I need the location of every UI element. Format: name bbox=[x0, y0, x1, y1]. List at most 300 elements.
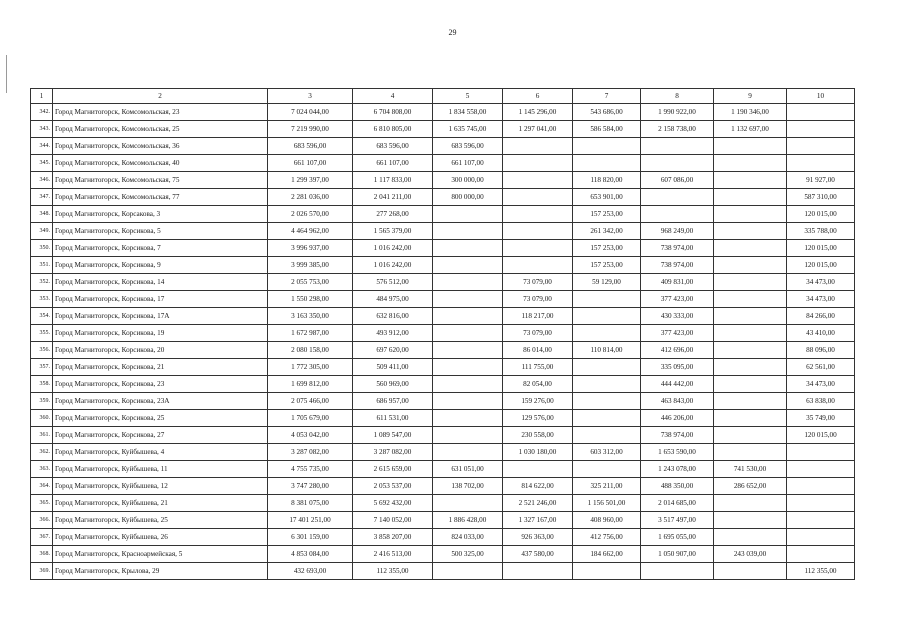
amount-cell bbox=[714, 393, 787, 410]
amount-cell: 2 053 537,00 bbox=[353, 478, 433, 495]
row-number-cell: 357. bbox=[31, 359, 53, 376]
row-number-cell: 350. bbox=[31, 240, 53, 257]
amount-cell bbox=[573, 427, 641, 444]
amount-cell bbox=[714, 376, 787, 393]
amount-cell bbox=[714, 308, 787, 325]
table-row bbox=[31, 104, 855, 121]
amount-cell: 335 788,00 bbox=[787, 223, 855, 240]
row-number-cell: 364. bbox=[31, 478, 53, 495]
amount-cell: 661 107,00 bbox=[353, 155, 433, 172]
amount-cell: 463 843,00 bbox=[641, 393, 714, 410]
amount-cell: 112 355,00 bbox=[787, 563, 855, 580]
table-row bbox=[31, 478, 855, 495]
row-number-cell: 369. bbox=[31, 563, 53, 580]
table-row bbox=[31, 291, 855, 308]
amount-cell bbox=[433, 444, 503, 461]
amount-cell bbox=[573, 563, 641, 580]
amount-cell: 3 287 082,00 bbox=[268, 444, 353, 461]
amount-cell bbox=[787, 461, 855, 478]
row-number-cell: 358. bbox=[31, 376, 53, 393]
table-row bbox=[31, 138, 855, 155]
amount-cell bbox=[714, 342, 787, 359]
address-cell: Город Магнитогорск, Корсикова, 23А bbox=[53, 393, 268, 410]
table-row bbox=[31, 410, 855, 427]
amount-cell bbox=[503, 155, 573, 172]
table-row bbox=[31, 546, 855, 563]
amount-cell: 3 747 280,00 bbox=[268, 478, 353, 495]
amount-cell: 1 565 379,00 bbox=[353, 223, 433, 240]
amount-cell: 34 473,00 bbox=[787, 274, 855, 291]
amount-cell: 437 580,00 bbox=[503, 546, 573, 563]
column-header: 6 bbox=[503, 89, 573, 104]
amount-cell: 1 990 922,00 bbox=[641, 104, 714, 121]
row-number-cell: 342. bbox=[31, 104, 53, 121]
amount-cell: 91 927,00 bbox=[787, 172, 855, 189]
amount-cell: 1 699 812,00 bbox=[268, 376, 353, 393]
margin-mark bbox=[6, 55, 7, 93]
amount-cell: 683 596,00 bbox=[268, 138, 353, 155]
data-table bbox=[30, 88, 855, 580]
address-cell: Город Магнитогорск, Куйбышева, 25 bbox=[53, 512, 268, 529]
amount-cell bbox=[641, 206, 714, 223]
amount-cell bbox=[503, 189, 573, 206]
amount-cell bbox=[433, 342, 503, 359]
address-cell: Город Магнитогорск, Корсикова, 9 bbox=[53, 257, 268, 274]
amount-cell bbox=[714, 274, 787, 291]
amount-cell: 4 464 962,00 bbox=[268, 223, 353, 240]
table-row bbox=[31, 155, 855, 172]
amount-cell: 2 521 246,00 bbox=[503, 495, 573, 512]
column-header: 5 bbox=[433, 89, 503, 104]
column-header: 1 bbox=[31, 89, 53, 104]
table-row bbox=[31, 495, 855, 512]
amount-cell bbox=[714, 206, 787, 223]
amount-cell: 661 107,00 bbox=[433, 155, 503, 172]
address-cell: Город Магнитогорск, Корсикова, 17А bbox=[53, 308, 268, 325]
amount-cell: 661 107,00 bbox=[268, 155, 353, 172]
table-row bbox=[31, 223, 855, 240]
amount-cell: 73 079,00 bbox=[503, 291, 573, 308]
amount-cell: 325 211,00 bbox=[573, 478, 641, 495]
amount-cell bbox=[787, 529, 855, 546]
table-row bbox=[31, 342, 855, 359]
amount-cell: 2 281 036,00 bbox=[268, 189, 353, 206]
amount-cell bbox=[714, 410, 787, 427]
amount-cell: 277 268,00 bbox=[353, 206, 433, 223]
amount-cell bbox=[714, 240, 787, 257]
table-row bbox=[31, 359, 855, 376]
amount-cell: 377 423,00 bbox=[641, 291, 714, 308]
amount-cell: 110 814,00 bbox=[573, 342, 641, 359]
amount-cell: 59 129,00 bbox=[573, 274, 641, 291]
column-header: 4 bbox=[353, 89, 433, 104]
amount-cell: 607 086,00 bbox=[641, 172, 714, 189]
amount-cell bbox=[714, 223, 787, 240]
amount-cell bbox=[714, 325, 787, 342]
amount-cell: 6 301 159,00 bbox=[268, 529, 353, 546]
amount-cell bbox=[714, 444, 787, 461]
address-cell: Город Магнитогорск, Корсакова, 3 bbox=[53, 206, 268, 223]
amount-cell: 43 410,00 bbox=[787, 325, 855, 342]
amount-cell: 118 820,00 bbox=[573, 172, 641, 189]
address-cell: Город Магнитогорск, Корсикова, 21 bbox=[53, 359, 268, 376]
amount-cell bbox=[714, 172, 787, 189]
amount-cell: 1 089 547,00 bbox=[353, 427, 433, 444]
amount-cell bbox=[503, 172, 573, 189]
amount-cell: 73 079,00 bbox=[503, 274, 573, 291]
address-cell: Город Магнитогорск, Куйбышева, 4 bbox=[53, 444, 268, 461]
amount-cell bbox=[573, 393, 641, 410]
amount-cell: 62 561,00 bbox=[787, 359, 855, 376]
address-cell: Город Магнитогорск, Крылова, 29 bbox=[53, 563, 268, 580]
amount-cell bbox=[573, 155, 641, 172]
amount-cell: 586 584,00 bbox=[573, 121, 641, 138]
amount-cell: 1 243 078,00 bbox=[641, 461, 714, 478]
table-row bbox=[31, 308, 855, 325]
amount-cell bbox=[503, 461, 573, 478]
amount-cell: 118 217,00 bbox=[503, 308, 573, 325]
amount-cell bbox=[787, 546, 855, 563]
amount-cell: 120 015,00 bbox=[787, 427, 855, 444]
amount-cell: 7 140 052,00 bbox=[353, 512, 433, 529]
amount-cell: 741 530,00 bbox=[714, 461, 787, 478]
amount-cell: 88 096,00 bbox=[787, 342, 855, 359]
amount-cell: 4 755 735,00 bbox=[268, 461, 353, 478]
amount-cell: 1 653 590,00 bbox=[641, 444, 714, 461]
amount-cell: 814 622,00 bbox=[503, 478, 573, 495]
amount-cell bbox=[503, 563, 573, 580]
amount-cell bbox=[787, 495, 855, 512]
row-number-cell: 360. bbox=[31, 410, 53, 427]
amount-cell: 7 024 044,00 bbox=[268, 104, 353, 121]
amount-cell: 157 253,00 bbox=[573, 257, 641, 274]
row-number-cell: 352. bbox=[31, 274, 53, 291]
amount-cell: 129 576,00 bbox=[503, 410, 573, 427]
amount-cell: 157 253,00 bbox=[573, 206, 641, 223]
amount-cell: 157 253,00 bbox=[573, 240, 641, 257]
amount-cell: 430 333,00 bbox=[641, 308, 714, 325]
amount-cell: 409 831,00 bbox=[641, 274, 714, 291]
amount-cell bbox=[503, 138, 573, 155]
amount-cell: 86 014,00 bbox=[503, 342, 573, 359]
table-row bbox=[31, 563, 855, 580]
amount-cell: 6 704 808,00 bbox=[353, 104, 433, 121]
amount-cell: 432 693,00 bbox=[268, 563, 353, 580]
amount-cell: 683 596,00 bbox=[353, 138, 433, 155]
amount-cell: 824 033,00 bbox=[433, 529, 503, 546]
amount-cell: 603 312,00 bbox=[573, 444, 641, 461]
amount-cell: 377 423,00 bbox=[641, 325, 714, 342]
address-cell: Город Магнитогорск, Корсикова, 5 bbox=[53, 223, 268, 240]
address-cell: Город Магнитогорск, Корсикова, 7 bbox=[53, 240, 268, 257]
amount-cell: 34 473,00 bbox=[787, 376, 855, 393]
amount-cell: 2 026 570,00 bbox=[268, 206, 353, 223]
amount-cell bbox=[787, 512, 855, 529]
row-number-cell: 368. bbox=[31, 546, 53, 563]
amount-cell: 1 297 041,00 bbox=[503, 121, 573, 138]
amount-cell bbox=[787, 478, 855, 495]
amount-cell: 738 974,00 bbox=[641, 257, 714, 274]
amount-cell: 576 512,00 bbox=[353, 274, 433, 291]
address-cell: Город Магнитогорск, Комсомольская, 23 bbox=[53, 104, 268, 121]
amount-cell: 444 442,00 bbox=[641, 376, 714, 393]
amount-cell bbox=[573, 325, 641, 342]
amount-cell bbox=[433, 291, 503, 308]
amount-cell bbox=[503, 257, 573, 274]
amount-cell: 1 834 558,00 bbox=[433, 104, 503, 121]
table-row bbox=[31, 512, 855, 529]
amount-cell: 653 901,00 bbox=[573, 189, 641, 206]
amount-cell: 738 974,00 bbox=[641, 427, 714, 444]
amount-cell bbox=[503, 206, 573, 223]
amount-cell: 35 749,00 bbox=[787, 410, 855, 427]
amount-cell: 683 596,00 bbox=[433, 138, 503, 155]
amount-cell bbox=[714, 155, 787, 172]
amount-cell: 3 858 207,00 bbox=[353, 529, 433, 546]
row-number-cell: 366. bbox=[31, 512, 53, 529]
amount-cell: 111 755,00 bbox=[503, 359, 573, 376]
amount-cell bbox=[433, 325, 503, 342]
amount-cell bbox=[433, 410, 503, 427]
amount-cell: 1 145 296,00 bbox=[503, 104, 573, 121]
amount-cell bbox=[573, 359, 641, 376]
amount-cell bbox=[787, 138, 855, 155]
address-cell: Город Магнитогорск, Корсикова, 20 bbox=[53, 342, 268, 359]
amount-cell: 2 416 513,00 bbox=[353, 546, 433, 563]
amount-cell bbox=[787, 444, 855, 461]
row-number-cell: 355. bbox=[31, 325, 53, 342]
amount-cell: 1 672 987,00 bbox=[268, 325, 353, 342]
amount-cell: 1 190 346,00 bbox=[714, 104, 787, 121]
amount-cell: 120 015,00 bbox=[787, 257, 855, 274]
amount-cell: 509 411,00 bbox=[353, 359, 433, 376]
address-cell: Город Магнитогорск, Красноармейская, 5 bbox=[53, 546, 268, 563]
amount-cell: 2 041 211,00 bbox=[353, 189, 433, 206]
amount-cell bbox=[641, 563, 714, 580]
amount-cell bbox=[641, 189, 714, 206]
amount-cell: 1 772 305,00 bbox=[268, 359, 353, 376]
amount-cell: 6 810 805,00 bbox=[353, 121, 433, 138]
amount-cell: 1 117 833,00 bbox=[353, 172, 433, 189]
address-cell: Город Магнитогорск, Корсикова, 17 bbox=[53, 291, 268, 308]
row-number-cell: 344. bbox=[31, 138, 53, 155]
amount-cell bbox=[641, 138, 714, 155]
row-number-cell: 359. bbox=[31, 393, 53, 410]
table-row bbox=[31, 257, 855, 274]
amount-cell: 230 558,00 bbox=[503, 427, 573, 444]
header-row bbox=[31, 89, 855, 104]
amount-cell: 968 249,00 bbox=[641, 223, 714, 240]
amount-cell: 34 473,00 bbox=[787, 291, 855, 308]
amount-cell: 926 363,00 bbox=[503, 529, 573, 546]
address-cell: Город Магнитогорск, Комсомольская, 75 bbox=[53, 172, 268, 189]
amount-cell: 1 016 242,00 bbox=[353, 240, 433, 257]
amount-cell bbox=[714, 291, 787, 308]
amount-cell: 8 381 075,00 bbox=[268, 495, 353, 512]
amount-cell: 560 969,00 bbox=[353, 376, 433, 393]
table-body bbox=[31, 104, 855, 580]
amount-cell bbox=[433, 257, 503, 274]
amount-cell bbox=[714, 189, 787, 206]
amount-cell bbox=[573, 308, 641, 325]
table-row bbox=[31, 393, 855, 410]
amount-cell bbox=[714, 427, 787, 444]
amount-cell: 1 635 745,00 bbox=[433, 121, 503, 138]
amount-cell: 686 957,00 bbox=[353, 393, 433, 410]
amount-cell: 2 158 738,00 bbox=[641, 121, 714, 138]
amount-cell: 1 695 055,00 bbox=[641, 529, 714, 546]
column-header: 3 bbox=[268, 89, 353, 104]
table-row bbox=[31, 240, 855, 257]
row-number-cell: 362. bbox=[31, 444, 53, 461]
amount-cell bbox=[714, 257, 787, 274]
address-cell: Город Магнитогорск, Куйбышева, 11 bbox=[53, 461, 268, 478]
amount-cell bbox=[433, 376, 503, 393]
address-cell: Город Магнитогорск, Корсикова, 14 bbox=[53, 274, 268, 291]
address-cell: Город Магнитогорск, Комсомольская, 36 bbox=[53, 138, 268, 155]
amount-cell: 800 000,00 bbox=[433, 189, 503, 206]
amount-cell bbox=[433, 563, 503, 580]
amount-cell: 2 075 466,00 bbox=[268, 393, 353, 410]
amount-cell: 1 030 180,00 bbox=[503, 444, 573, 461]
amount-cell: 1 050 907,00 bbox=[641, 546, 714, 563]
address-cell: Город Магнитогорск, Корсикова, 25 bbox=[53, 410, 268, 427]
amount-cell bbox=[433, 240, 503, 257]
amount-cell bbox=[433, 495, 503, 512]
amount-cell: 1 156 501,00 bbox=[573, 495, 641, 512]
amount-cell: 1 886 428,00 bbox=[433, 512, 503, 529]
amount-cell bbox=[433, 359, 503, 376]
amount-cell: 1 327 167,00 bbox=[503, 512, 573, 529]
amount-cell: 738 974,00 bbox=[641, 240, 714, 257]
address-cell: Город Магнитогорск, Корсикова, 27 bbox=[53, 427, 268, 444]
amount-cell bbox=[714, 563, 787, 580]
amount-cell: 73 079,00 bbox=[503, 325, 573, 342]
amount-cell: 632 816,00 bbox=[353, 308, 433, 325]
address-cell: Город Магнитогорск, Комсомольская, 40 bbox=[53, 155, 268, 172]
table-row bbox=[31, 172, 855, 189]
row-number-cell: 347. bbox=[31, 189, 53, 206]
table-row bbox=[31, 461, 855, 478]
amount-cell bbox=[714, 359, 787, 376]
amount-cell bbox=[714, 512, 787, 529]
amount-cell: 120 015,00 bbox=[787, 240, 855, 257]
amount-cell bbox=[787, 155, 855, 172]
amount-cell: 120 015,00 bbox=[787, 206, 855, 223]
amount-cell bbox=[503, 240, 573, 257]
row-number-cell: 351. bbox=[31, 257, 53, 274]
amount-cell bbox=[714, 495, 787, 512]
amount-cell bbox=[573, 138, 641, 155]
amount-cell: 1 705 679,00 bbox=[268, 410, 353, 427]
amount-cell: 611 531,00 bbox=[353, 410, 433, 427]
amount-cell: 2 615 659,00 bbox=[353, 461, 433, 478]
column-header: 8 bbox=[641, 89, 714, 104]
amount-cell: 335 095,00 bbox=[641, 359, 714, 376]
address-cell: Город Магнитогорск, Куйбышева, 26 bbox=[53, 529, 268, 546]
amount-cell: 138 702,00 bbox=[433, 478, 503, 495]
amount-cell: 408 960,00 bbox=[573, 512, 641, 529]
table-row bbox=[31, 325, 855, 342]
row-number-cell: 367. bbox=[31, 529, 53, 546]
amount-cell: 484 975,00 bbox=[353, 291, 433, 308]
amount-cell: 2 055 753,00 bbox=[268, 274, 353, 291]
amount-cell bbox=[573, 291, 641, 308]
amount-cell: 488 350,00 bbox=[641, 478, 714, 495]
amount-cell bbox=[787, 121, 855, 138]
amount-cell: 4 053 042,00 bbox=[268, 427, 353, 444]
amount-cell: 63 838,00 bbox=[787, 393, 855, 410]
table-row bbox=[31, 189, 855, 206]
row-number-cell: 349. bbox=[31, 223, 53, 240]
amount-cell: 7 219 990,00 bbox=[268, 121, 353, 138]
amount-cell: 587 310,00 bbox=[787, 189, 855, 206]
amount-cell: 3 287 082,00 bbox=[353, 444, 433, 461]
amount-cell: 2 014 685,00 bbox=[641, 495, 714, 512]
address-cell: Город Магнитогорск, Куйбышева, 21 bbox=[53, 495, 268, 512]
amount-cell bbox=[573, 410, 641, 427]
row-number-cell: 343. bbox=[31, 121, 53, 138]
amount-cell bbox=[573, 376, 641, 393]
amount-cell: 1 016 242,00 bbox=[353, 257, 433, 274]
amount-cell: 1 550 298,00 bbox=[268, 291, 353, 308]
address-cell: Город Магнитогорск, Комсомольская, 77 bbox=[53, 189, 268, 206]
amount-cell: 82 054,00 bbox=[503, 376, 573, 393]
address-cell: Город Магнитогорск, Корсикова, 23 bbox=[53, 376, 268, 393]
page-number: 29 bbox=[448, 28, 457, 37]
amount-cell: 17 401 251,00 bbox=[268, 512, 353, 529]
amount-cell: 500 325,00 bbox=[433, 546, 503, 563]
column-header: 2 bbox=[53, 89, 268, 104]
amount-cell bbox=[641, 155, 714, 172]
amount-cell: 412 756,00 bbox=[573, 529, 641, 546]
amount-cell bbox=[433, 308, 503, 325]
row-number-cell: 345. bbox=[31, 155, 53, 172]
amount-cell: 286 652,00 bbox=[714, 478, 787, 495]
amount-cell: 631 051,00 bbox=[433, 461, 503, 478]
table-row bbox=[31, 529, 855, 546]
address-cell: Город Магнитогорск, Корсикова, 19 bbox=[53, 325, 268, 342]
amount-cell: 3 163 350,00 bbox=[268, 308, 353, 325]
amount-cell: 112 355,00 bbox=[353, 563, 433, 580]
amount-cell: 697 620,00 bbox=[353, 342, 433, 359]
amount-cell bbox=[503, 223, 573, 240]
column-header: 7 bbox=[573, 89, 641, 104]
column-header: 9 bbox=[714, 89, 787, 104]
amount-cell: 412 696,00 bbox=[641, 342, 714, 359]
amount-cell bbox=[433, 206, 503, 223]
amount-cell: 261 342,00 bbox=[573, 223, 641, 240]
row-number-cell: 346. bbox=[31, 172, 53, 189]
amount-cell bbox=[573, 461, 641, 478]
table-row bbox=[31, 274, 855, 291]
row-number-cell: 363. bbox=[31, 461, 53, 478]
row-number-cell: 353. bbox=[31, 291, 53, 308]
row-number-cell: 354. bbox=[31, 308, 53, 325]
amount-cell bbox=[787, 104, 855, 121]
row-number-cell: 348. bbox=[31, 206, 53, 223]
amount-cell: 2 080 158,00 bbox=[268, 342, 353, 359]
row-number-cell: 356. bbox=[31, 342, 53, 359]
row-number-cell: 361. bbox=[31, 427, 53, 444]
amount-cell bbox=[433, 274, 503, 291]
table-row bbox=[31, 376, 855, 393]
table-row bbox=[31, 444, 855, 461]
amount-cell bbox=[433, 223, 503, 240]
amount-cell bbox=[714, 138, 787, 155]
amount-cell bbox=[433, 427, 503, 444]
row-number-cell: 365. bbox=[31, 495, 53, 512]
